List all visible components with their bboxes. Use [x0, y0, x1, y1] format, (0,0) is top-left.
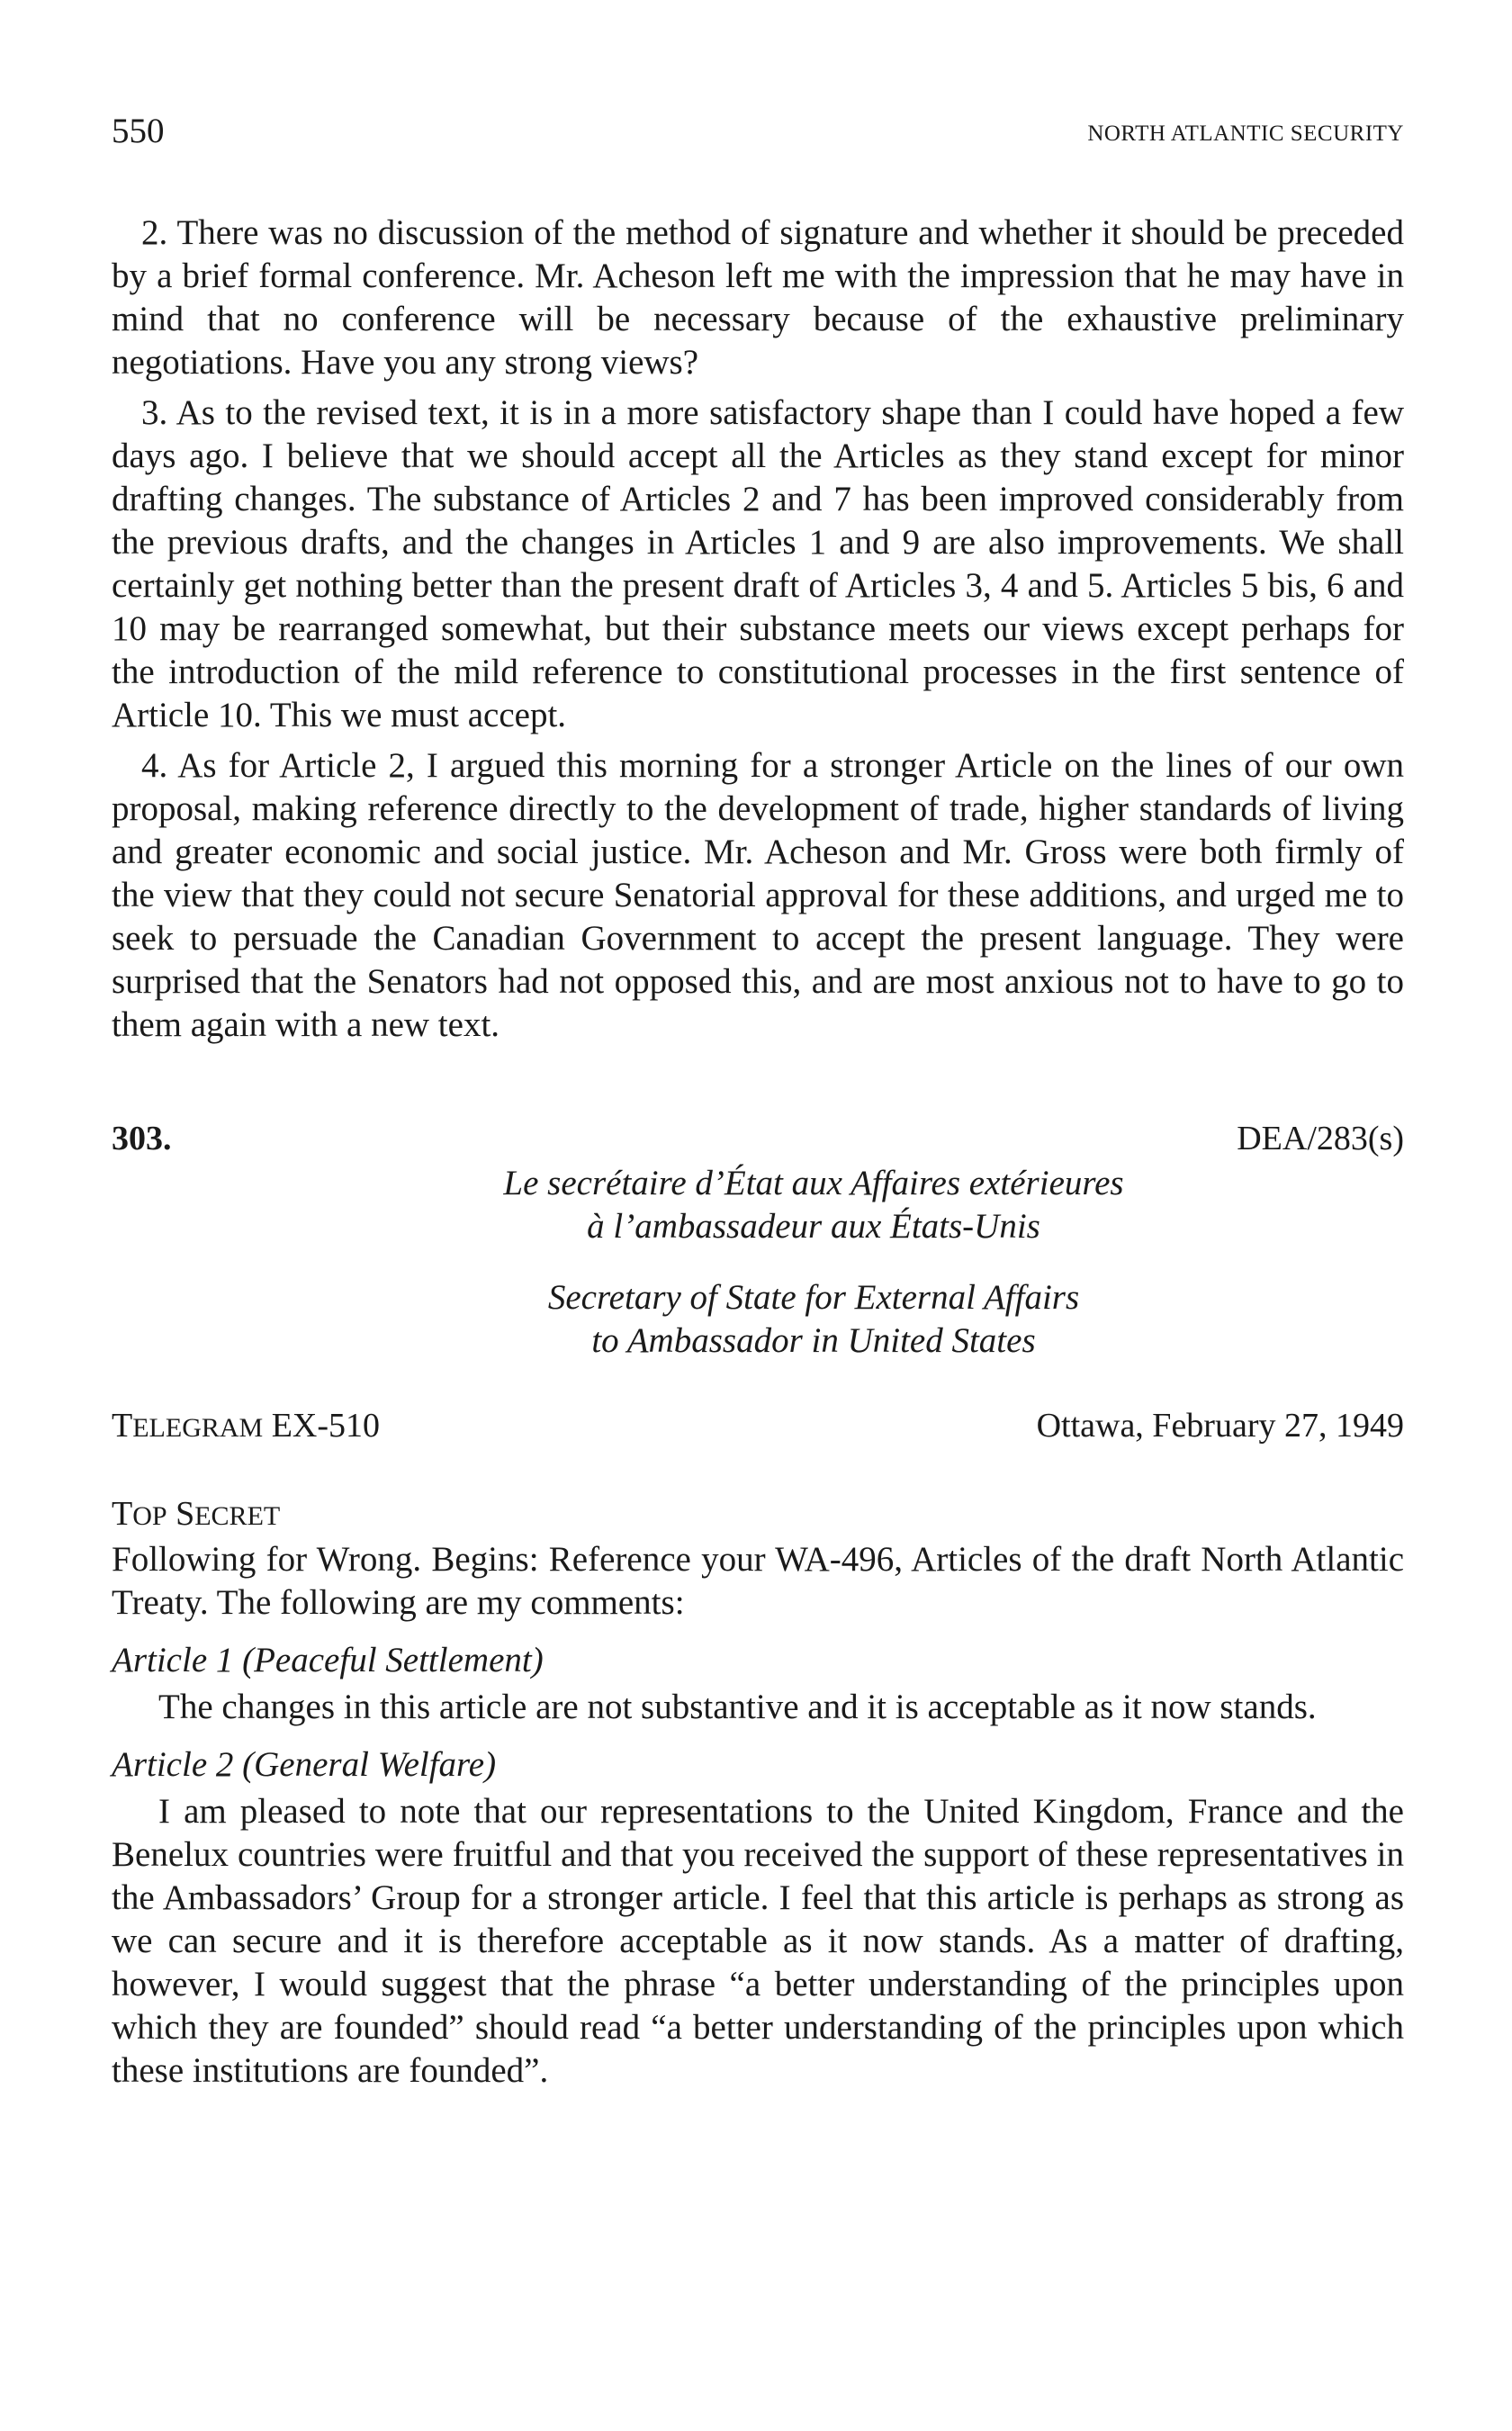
telegram-small: ELEGRAM: [132, 1413, 264, 1443]
paragraph-2: 2. There was no discussion of the method of signature and whether it should be preceded by a brief formal conference. Mr. Acheson left me with the impression that he may have in mind that no conference will be necessary because of the exhaustive preliminary negotiations. Have you any strong views?: [112, 213, 1404, 382]
paragraph-4: 4. As for Article 2, I argued this morning for a stronger Article on the lines of our own proposal, making reference directly to the development of trade, higher standards of living and greater economic and social justice. Mr. Acheson and Mr. Gross were both firmly of the view that they could not secure Senatorial approval for these additions, and urged me to seek to persuade the Canadian Government to accept the present language. They were surprised that the Senators had not opposed this, and are most anxious not to have to go to them again with a new text.: [112, 746, 1404, 1044]
telegram-intro: Following for Wrong. Begins: Reference your WA-496, Articles of the draft North Atlantic Treaty. The following are my comments:: [112, 1540, 1404, 1622]
paragraph-3: 3. As to the revised text, it is in a more satisfactory shape than I could have hoped a few days ago. I believe that we should accept all the Articles as they stand except for minor drafting changes. The substance of Articles 2 and 7 has been improved considerably from the previous drafts, and the changes in Articles 1 and 9 are also improvements. We shall certainly get nothing better than the present draft of Articles 3, 4 and 5. Articles 5 bis, 6 and 10 may be rearranged somewhat, but their substance meets our views except perhaps for the introduction of the mild reference to constitutional processes in the first sentence of Article 10. This we must accept.: [112, 393, 1404, 734]
article-2-heading: Article 2 (General Welfare): [112, 1745, 497, 1784]
telegram-cap: T: [112, 1407, 133, 1445]
heading-french: [112, 1162, 1404, 1248]
document-header-row: [112, 1113, 1404, 1164]
article-2-text: I am pleased to note that our representations to the United Kingdom, France and the Benelux countries were fruitful and that you received the support of these representatives in the Ambassadors’ Group for a stronger article. I feel that this article is perhaps as strong as we can secure and it is therefore acceptable as it now stands. As a matter of drafting, however, I would suggest that the phrase “a better understanding of the principles upon which they are founded” should read “a better understanding of the principles upon which these institutions are founded”.: [112, 1792, 1404, 2090]
document-reference: DEA/283(s): [1237, 1120, 1404, 1157]
telegram-id: [112, 1400, 380, 1454]
page-header: [112, 106, 1404, 157]
running-head: NORTH ATLANTIC SECURITY: [1087, 122, 1404, 146]
classification-space: [167, 1495, 176, 1533]
page-body: [112, 212, 1404, 2093]
heading-french-line1: Le secrétaire d’État aux Affaires extérieures: [503, 1164, 1124, 1202]
classification-cap2: S: [176, 1495, 195, 1533]
document-number: 303.: [112, 1120, 172, 1157]
heading-english-line2: to Ambassador in United States: [591, 1321, 1036, 1360]
telegram-row: [112, 1400, 1404, 1451]
classification: [112, 1489, 1404, 1542]
heading-french-line2: à l’ambassadeur aux États-Unis: [587, 1207, 1040, 1246]
article-1-heading: Article 1 (Peaceful Settlement): [112, 1641, 544, 1679]
classification-small2: ECRET: [194, 1501, 281, 1531]
heading-english: [112, 1276, 1404, 1363]
classification-cap1: T: [112, 1495, 133, 1533]
heading-english-line1: Secretary of State for External Affairs: [547, 1278, 1080, 1317]
telegram-number: EX-510: [263, 1407, 381, 1445]
dateline: Ottawa, February 27, 1949: [1036, 1407, 1404, 1445]
page-number: 550: [112, 112, 165, 150]
article-1-text: The changes in this article are not substantive and it is acceptable as it now stands.: [158, 1688, 1317, 1726]
section-gap: [112, 1047, 1404, 1113]
classification-small1: OP: [132, 1501, 167, 1531]
